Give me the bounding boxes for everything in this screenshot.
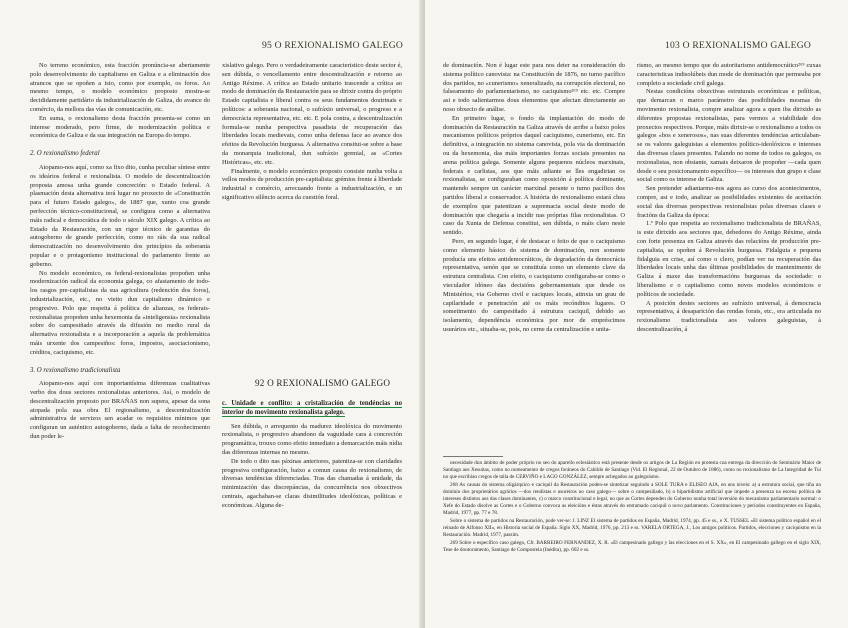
footnote: Sobre o sistema de partidos na Restauración, pode ver-se: J. LINZ El sistema de partidos en España, Madrid, 1974, pp. 45 e ss., e X. TUSSEL «El sistema político español en el reinado de Alfonso XII», en Historia social de España. Siglo XX, Madrid, 1976, pp. 213 e ss. VARELA ORTEGA, J., Los amigos políticos. Partidos, elecciones y caciquismo en la Restauración. Madrid, 1977, passim. [443,518,821,538]
paragraph: No modelo económico, os federal-rexionalistas propoñen unha modernización radical da economia galega, co afastamento de todo-los rasgos pre-capitalistas da sua agricultura (redención dos foros), industrialización, etc., no vieito dun capitalismo dinámico e progresivo. Polo que respeita á política de alianzas, os federais-rexionalistas propoñen unha hexemonia da «inteligensia» rexionalista sobre do campesiñado através da difusión no medio rural da alternativa rexionalista e a incorporación a aquela da problemática máis urxente dos campesiños: foros, impostos, asociacionismo, créditos, caciquismo, etc. [30,269,210,356]
section-heading: 3. O rexionalismo tradicionalista [30,366,121,374]
paragraph: rismo, ao mesmo tempo que do autoritarismo antidemocrático²⁶⁹ cuxas caracteristicas indisolúbeis dun mode de dominación que permeaba por completo a sociedade civil galega. [637,62,821,87]
paragraph: Sen dúbida, o arrequento da madurez ideolóxica do movimento rexionalista, o progresivo abandono da vaguidade cara à concreción programática, trouxo como efeito inmediato a demarcación máis nídia das diferenzas internas no mesmo. [222,422,402,456]
paragraph: En primeiro lugar, o fondo da implantación do modo de dominación da Restauración na Galiza através de arribe a baixo polos mecanismos políticos próprios daquel caciquismo, cunerismo, etc. En definitiva, a integración no sistema canovista, pola via da dominación ou da hexemonia, das máis importantes forzas sociais presentes na arena política galega. Somente alguns pequenos núcleos marxinais, federais e carlistas, aos que máis adiante se lles engadirian os rexionalistas, se configuraban como oposición á política dominante, mantendo sempre un carácter marxinal perante o turno pacífico dos partidos liberal e conservador. A história do rexionalismo estará chea de exemplos que patentizan a supremacia social deste modo de dominación que chegaría a incidir nas próprias filas rexionalistas. O caso da Xunta de Defensa constitui, sen dúbida, o máis claro neste sentido. [443,114,625,237]
footnotes [443,460,821,622]
paragraph: Pero, en segundo lugar, é de destacar o feito de que o caciquismo como elemento básico do sistema de dominación, non somente producía uns efeitos antidemocráticos, de degradación da democrácia representativa, senón que se constituía como un elemento clave da estrutura centralista. Con efeito, o caciquismo configuraba-se como o vieculador idóneo das decisións gobernamentais que desde os Ministérios, via Goberno civil e caciques locais, atinxia un grau de capilaridade e penetración até os máis recónditos lugares. O sometimento do campesiñado á estrutura caciquil, debido ao isolamento, dependéncia económica por mor de empréscimos usurários etc., situaba-se, pois, no cerne da centralización e unita- [443,237,625,333]
right-column-2 [637,62,821,335]
inserted-page-header: 92 O REXIONALISMO GALEGO [255,378,391,388]
left-running-head: 95 O REXIONALISMO GALEGO [262,40,403,51]
section-heading: c. Unidade e conflito: a cristalización de tendéncias no interior do movimento rexionalista galego. [222,400,402,416]
right-page [425,0,848,628]
left-column-1 [30,62,210,442]
paragraph: 1.º Polo que respeita ao rexionalismo tradicionalista de BRAÑAS, is este dirixido aos sectores que, debedores do Antigo Réxime, ainda con forte presenza en Galiza através das relacións de producción pre-capitalista, se opoñen á Revolución burguesa. Fidalguia e pequena fidalguia en crise, así como o clero, podían ver na recuperación das liberdades locais unha das últimas posibilidades de mantenimento de Galiza á maxe das transformacións burguesas da sociedade: o liberalismo e o capitalismo como novos modelos económicos e políticos de sociedade. [637,220,821,298]
paragraph: De todo o dito nas páxinas anteriores, patentiza-se con claridades progresiva configuración, baixo a comun causa do rexionalismo, de diversas tendéncias diferenciadas. Tras das chamadas á unidade, da minimización das discrepáncias, da concurrência nos obxectivos centrais, agachaban-se claras disimilitudes ideolóxicas, políticas e económicas. Alguna de- [222,457,402,509]
right-running-head: 103 O REXIONALISMO GALEGO [665,40,811,51]
paragraph: xislativo galego. Pero o verdadeiramente caracteristico deste sector é, sen dúbida, o vencellamento entre descentralización e retorno ao Antigo Réxime. A crítica ao Estado unitario trascende a crítica ao modo de dominación da Restauración para se dirixir contra do próprio Estado capitalista e liberal contra os seus fundamentos doutrinais e políticos: a soberania nacional, o sufráxio universal, o progreso e a democrácia representativa, etc. etc. E pola contra, a descentralización formula-se nunha perspectiva pasadista de recuperación das liberdades locais medievais, como unha defensa face ao avance dos efeitos da Revolución burguesa. A alternativa consitui-se sobre a base da monarquia tradicional, dun sufráxio gremial, as «Cortes Históricas», etc. etc. [222,62,402,166]
paragraph: Sen pretender adiantarmo-nos agora ao curso dos acontecimentos, compre, asi e todo, analizar as posibilidades existentes de aceitación social das diversas perspectivas rexionalistas polas diversas clases e fracións da Galiza da época: [637,185,821,219]
paragraph: No terreno económico, esta fracción pronúncia-se abertamente polo desenvolvimento do capitalismo en Galiza e a eliminación dos atrancos que se opoñen a isto, como por exemplo, os foros. Ao mesmo tempo, o modelo económico proposto mostra-se decididamente partidário da industrialización de Galiza, do avance do comércio, da mellora das vías de comunicación, etc. [30,62,210,113]
right-column-1 [443,62,625,335]
paragraph: Atopamo-nos aquí con importantísima diferenzas cualitativas verbo dos dous sectores rexionalistas anteriores. Así, o modelo de descentralización proposto por BRAÑAS non supera, apesar da sona atopada pola sua obra El regionalismo, a descentralización administrativa de servizos sen acadar os requisitos mínimos que configuran un auténtico autogoberno, dada a falta de recoñecimento dun poder le- [30,380,210,441]
left-column-2-bottom [222,400,402,511]
footnote: 268 As causas do sistema oligárquico e caciquil da Restauración poden-se sintetizar seguindo a SOLE TURA e ELISEO AJA, en uns niveis: a) a estrutura social, que tiña un domínio dos proprietários agrários —dos rendistas e usureiros no caso galego— sobre o campesiñado, b) o bipartidismo artificial que impede a presenza na escena política de intereses distintos aos das clases dominantes, c) o marco constitucional e legal, no que as Cortes dependen do Goberno nunha total inversión do mecanismo parlamentario normal: o Xefe do Estado disolve as Cortes e o Goberno convoca as eleicións e éstas através do entramado caciquil o novo parlamento. Constituciones y períodos constituyentes en España, Madrid, 1977, pp. 77 e 78. [443,482,821,516]
paragraph: A posición destes sectores ao sufráxio universal, á democracia representativa, á desaparición das rendas forais, etc., era articulada no rexionalismo tradicionalista aos valores galeguistas, á descentralización, á [637,299,821,333]
left-column-2-top [222,62,402,203]
footnote: 269 Sobre o específico caso galego, Cfr. BARREIRO FERNANDEZ, X. R. «El campesinado gallego y las elecciones en el S. XX», en El campesinado gallego en el siglo XIX, Tese de doutoramento, Santiago de Compostela (Inédita), pp. 602 e ss. [443,540,821,553]
section-heading: 2. O rexionalismo federal [30,150,100,158]
paragraph: Atopamo-nos aquí, como xa fixo dito, cunha peculiar síntese entre os ideários federal e rexionalista. O modelo de descentralización proposta amosa unha grande concreción: o Estado federal. A plasmación desta alternativa terá lugar no proxecto de «Constitución para el futuro Estado galego», de 1887 que, xunto coa grande perfección técnico-constitucional, se configura como a alternativa máis radical e democrática de todo o século XIX galego. A crítica ao Estado da Restauración, con un rigor técnico de garantias do autogoberno de grande perfección, como no ráis da sua radical democratización no desenvolvimento dos princípios da soberania popular e o protagonismo institucional do parlamento frente ao goberno. [30,163,210,268]
left-page [0,0,423,628]
paragraph: de dominación. Non é lugar este para nos deter na consideración do sistema político canovista: na Constitución de 1876, no turno pacífico dos partidos, no «cunerismo» xeneralizado, na corrupción electoral, no falseamento do parlamentarismo, no caciquismo²⁶⁹ etc. etc. Compre asi e todo salientarmos dous elementos que afectan directamente ao noso obxecto de análise. [443,62,625,113]
footnote: necesidade dun ámbito de poder próprio no seo do aparello eclesiástico está presente desde os artigos de La Región en protesta coa entrega da dirección do Seminário Maior de Santiago aos Xesuitas, como no nomeamento de cregos foráneos do Cabildo de Santiago (Vid. El Regional, 22 de Outubro de 1886), como no rexionalismo de La Integridad de Tui no que escribían cregos de talla de CERVIÑO e LAGO GONZÁLEZ, sempre achegados ao galeguismo. [443,460,821,480]
footnote-rule [443,456,503,457]
paragraph: Nestas condicións obxectivas estruturais económicas e políticas, que demarcan o marco parámetro das posibilidades mesmas do movimento rexionalista, compre analizar agora a quen iba dirixido as diferentes propostas rexionalistas, para vermos a viabilidade dos proxectos respectivos. Porque, máis dirixir-se o rexionalismo a todos os galegos «bos e xenerosos», nas suas diferentes tendéncias articulaban-se os valores galeguistas a elementos político-ideolóxicos e intereses das diversas clases presentes. Falando no nome de todos os galegos, os rexionalistas, non obstante, xamais deixaron de propoñer —cada quen desde o seu posicionamento específico— os intereses dun grupo e clase social como os interese de Galiza. [637,88,821,184]
paragraph: Finalmente, o modelo económico proposto consiste nunha volta a vellos modos de producción pre-capitalista: grémios frente á liberdade industrial e comércio, arrecuando frente a industrialización, e un significativo silêncio acerca da cuestión foral. [222,167,402,201]
paragraph: En suma, o rexionalismo desta fracción presenta-se como un interese moderado, pero firme, de modernización política e económica de Galiza e da sua integración na Europa do tempo. [30,114,210,140]
